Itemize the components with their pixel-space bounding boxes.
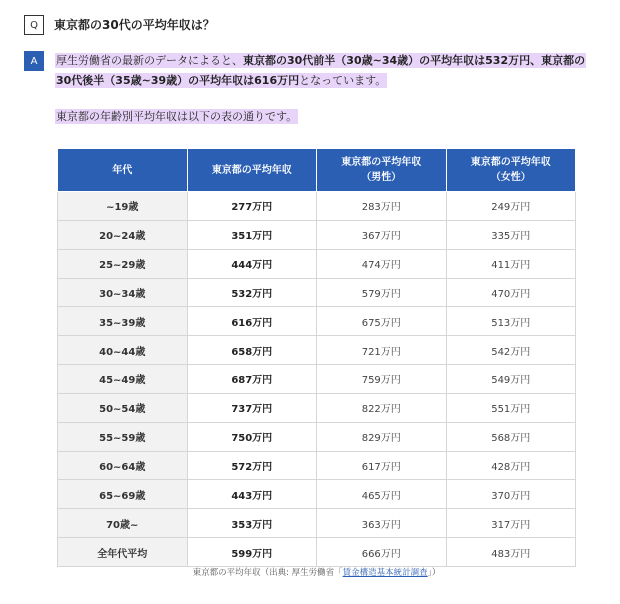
table-row	[58, 307, 576, 336]
cell-age: 55~59歳	[58, 422, 188, 451]
cell-total: 353万円	[187, 509, 317, 538]
cell-male: 759万円	[317, 365, 447, 394]
table-row	[58, 365, 576, 394]
cell-age: 全年代平均	[58, 538, 188, 567]
cell-total: 443万円	[187, 480, 317, 509]
cell-total: 351万円	[187, 220, 317, 249]
cell-male: 721万円	[317, 336, 447, 365]
table-row	[58, 278, 576, 307]
caption-prefix: 東京都の平均年収（出典: 厚生労働省「	[192, 568, 343, 578]
header-male-line2: （男性）	[361, 172, 402, 183]
header-male	[317, 149, 447, 192]
cell-total: 599万円	[187, 538, 317, 567]
cell-female: 370万円	[446, 480, 576, 509]
table-row	[58, 336, 576, 365]
cell-male: 474万円	[317, 249, 447, 278]
answer-highlight-2: 東京都の年齢別平均年収は以下の表の通りです。	[56, 110, 298, 123]
cell-male: 579万円	[317, 278, 447, 307]
table-row	[58, 393, 576, 422]
cell-female: 551万円	[446, 393, 576, 422]
cell-male: 675万円	[317, 307, 447, 336]
table-body	[58, 192, 576, 567]
answer-row	[24, 51, 595, 127]
table-row	[58, 451, 576, 480]
cell-age: 60~64歳	[58, 451, 188, 480]
answer-highlight-1	[55, 53, 586, 88]
cell-female: 428万円	[446, 451, 576, 480]
cell-total: 277万円	[187, 192, 317, 221]
table-row-average	[58, 538, 576, 567]
cell-age: 45~49歳	[58, 365, 188, 394]
cell-age: 35~39歳	[58, 307, 188, 336]
cell-male: 465万円	[317, 480, 447, 509]
cell-age: 70歳~	[58, 509, 188, 538]
table-row	[58, 220, 576, 249]
cell-male: 829万円	[317, 422, 447, 451]
cell-male: 367万円	[317, 220, 447, 249]
cell-total: 750万円	[187, 422, 317, 451]
cell-female: 317万円	[446, 509, 576, 538]
cell-male: 617万円	[317, 451, 447, 480]
header-female-line2: （女性）	[490, 172, 531, 183]
cell-age: ~19歳	[58, 192, 188, 221]
cell-female: 513万円	[446, 307, 576, 336]
header-female-line1: 東京都の平均年収	[470, 157, 551, 168]
question-badge: Q	[24, 15, 44, 35]
cell-male: 363万円	[317, 509, 447, 538]
answer-tail-text: となっています。	[299, 74, 387, 87]
header-male-line1: 東京都の平均年収	[341, 157, 422, 168]
table-header-row	[58, 149, 576, 192]
answer-badge: A	[24, 51, 44, 71]
cell-age: 65~69歳	[58, 480, 188, 509]
cell-total: 737万円	[187, 393, 317, 422]
answer-paragraph-1	[55, 51, 595, 91]
caption-suffix: 」）	[427, 568, 441, 578]
source-link[interactable]: 賃金構造基本統計調査	[342, 568, 428, 578]
cell-age: 50~54歳	[58, 393, 188, 422]
answer-intro-text: 厚生労働省の最新のデータによると、	[56, 54, 243, 67]
cell-age: 30~34歳	[58, 278, 188, 307]
table-row	[58, 249, 576, 278]
cell-female: 542万円	[446, 336, 576, 365]
answer-key-figures: 東京都の30代前半（30歳~34歳）の平均年収は532万円、東京都の30代後半（35歳~39歳）の平均年収は616万円	[56, 54, 586, 87]
header-female	[446, 149, 576, 192]
cell-total: 616万円	[187, 307, 317, 336]
answer-body	[55, 51, 595, 127]
cell-age: 25~29歳	[58, 249, 188, 278]
table-row	[58, 192, 576, 221]
cell-female: 549万円	[446, 365, 576, 394]
cell-female: 335万円	[446, 220, 576, 249]
cell-total: 444万円	[187, 249, 317, 278]
answer-paragraph-2	[55, 107, 595, 127]
cell-age: 20~24歳	[58, 220, 188, 249]
cell-total: 658万円	[187, 336, 317, 365]
cell-female: 249万円	[446, 192, 576, 221]
header-total: 東京都の平均年収	[187, 149, 317, 192]
cell-total: 572万円	[187, 451, 317, 480]
question-row	[24, 15, 215, 35]
question-text: 東京都の30代の平均年収は？	[54, 18, 215, 32]
cell-female: 470万円	[446, 278, 576, 307]
cell-male: 283万円	[317, 192, 447, 221]
cell-age: 40~44歳	[58, 336, 188, 365]
header-age: 年代	[58, 149, 188, 192]
cell-male: 666万円	[317, 538, 447, 567]
cell-total: 687万円	[187, 365, 317, 394]
table-row	[58, 509, 576, 538]
cell-female: 568万円	[446, 422, 576, 451]
cell-female: 411万円	[446, 249, 576, 278]
table-caption	[57, 566, 576, 578]
cell-total: 532万円	[187, 278, 317, 307]
table-row	[58, 480, 576, 509]
cell-female: 483万円	[446, 538, 576, 567]
salary-table	[57, 148, 576, 567]
cell-male: 822万円	[317, 393, 447, 422]
table-row	[58, 422, 576, 451]
